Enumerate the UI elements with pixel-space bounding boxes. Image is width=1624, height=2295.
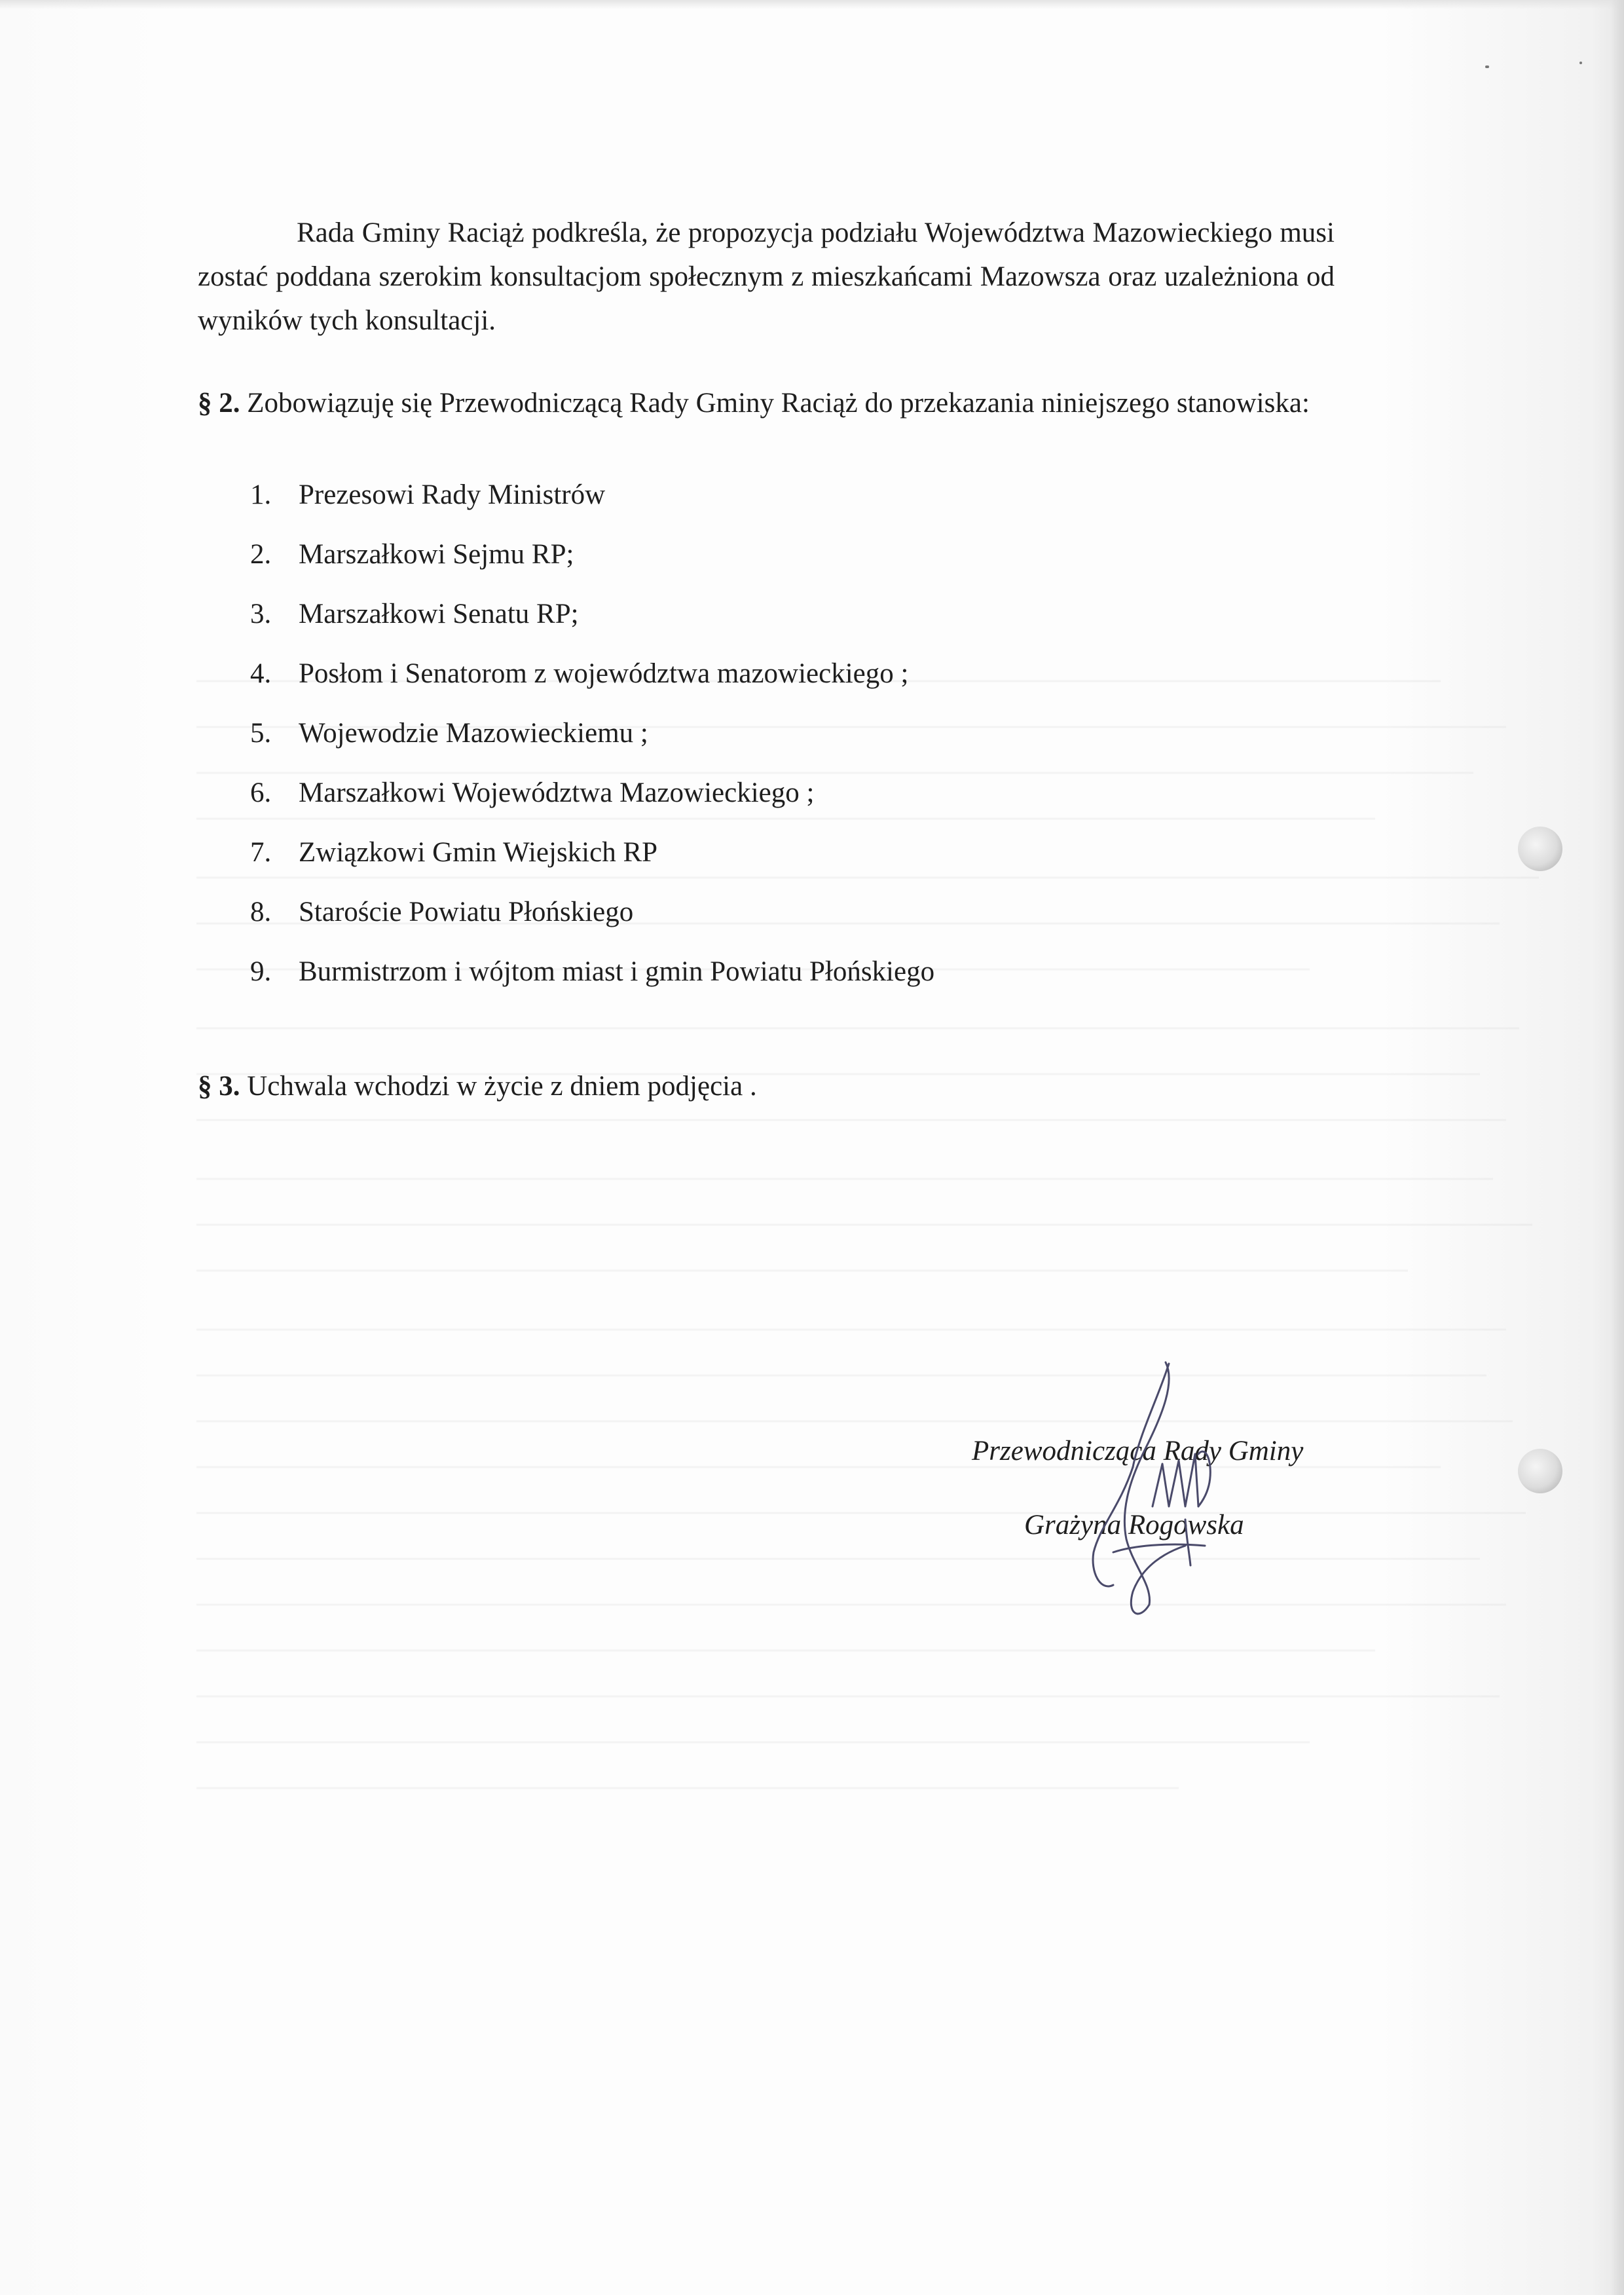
recipients-list: [250, 473, 934, 1009]
list-item-number: 6.: [250, 777, 272, 808]
section-3-mark: § 3.: [198, 1071, 240, 1102]
list-item-number: 1.: [250, 479, 272, 510]
list-item-text: Prezesowi Rady Ministrów: [299, 479, 606, 510]
list-item: [250, 890, 934, 950]
list-item-text: Posłom i Senatorom z województwa mazowieckiego ;: [299, 658, 909, 689]
section-2-text: Zobowiązuję się Przewodniczącą Rady Gminy Raciąż do przekazania niniejszego stanowiska:: [240, 388, 1310, 419]
list-item: [250, 532, 934, 592]
scan-edge-top: [0, 0, 1624, 9]
scan-speck: [1579, 62, 1582, 64]
list-item-number: 5.: [250, 718, 272, 749]
scan-edge-right: [1611, 0, 1624, 2295]
section-2-paragraph: [198, 381, 1335, 425]
list-item: [250, 771, 934, 830]
list-item: [250, 830, 934, 890]
list-item-text: Burmistrzom i wójtom miast i gmin Powiatu Płońskiego: [299, 956, 935, 987]
punch-hole: [1518, 827, 1562, 871]
list-item: [250, 652, 934, 711]
list-item-text: Marszałkowi Województwa Mazowieckiego ;: [299, 777, 815, 808]
list-item: [250, 711, 934, 771]
section-2-mark: § 2.: [198, 388, 240, 419]
list-item-number: 3.: [250, 599, 272, 629]
signatory-name: Grażyna Rogowska: [1024, 1510, 1244, 1540]
section-3-paragraph: [198, 1064, 1335, 1108]
list-item-text: Związkowi Gmin Wiejskich RP: [299, 837, 658, 868]
section-3-text: Uchwala wchodzi w życie z dniem podjęcia .: [240, 1071, 757, 1102]
list-item-number: 7.: [250, 837, 272, 868]
list-item-text: Marszałkowi Sejmu RP;: [299, 539, 574, 570]
scan-speck: [1485, 65, 1489, 68]
list-item-number: 8.: [250, 897, 272, 927]
list-item-text: Marszałkowi Senatu RP;: [299, 599, 579, 629]
handwritten-signature: [1035, 1356, 1297, 1631]
list-item-number: 2.: [250, 539, 272, 570]
list-item: [250, 950, 934, 1009]
list-item-text: Wojewodzie Mazowieckiemu ;: [299, 718, 648, 749]
list-item: [250, 592, 934, 652]
list-item-number: 9.: [250, 956, 272, 987]
list-item: [250, 473, 934, 532]
signatory-title: Przewodnicząca Rady Gminy: [972, 1436, 1304, 1466]
intro-paragraph: Rada Gminy Raciąż podkreśla, że propozycja podziału Województwa Mazowieckiego musi zostać poddana szerokim konsultacjom społecznym z mieszkańcami Mazowsza oraz uzależniona od wyników tych konsultacji.: [198, 217, 1335, 336]
list-item-number: 4.: [250, 658, 272, 689]
punch-hole: [1518, 1449, 1562, 1493]
list-item-text: Staroście Powiatu Płońskiego: [299, 897, 634, 927]
